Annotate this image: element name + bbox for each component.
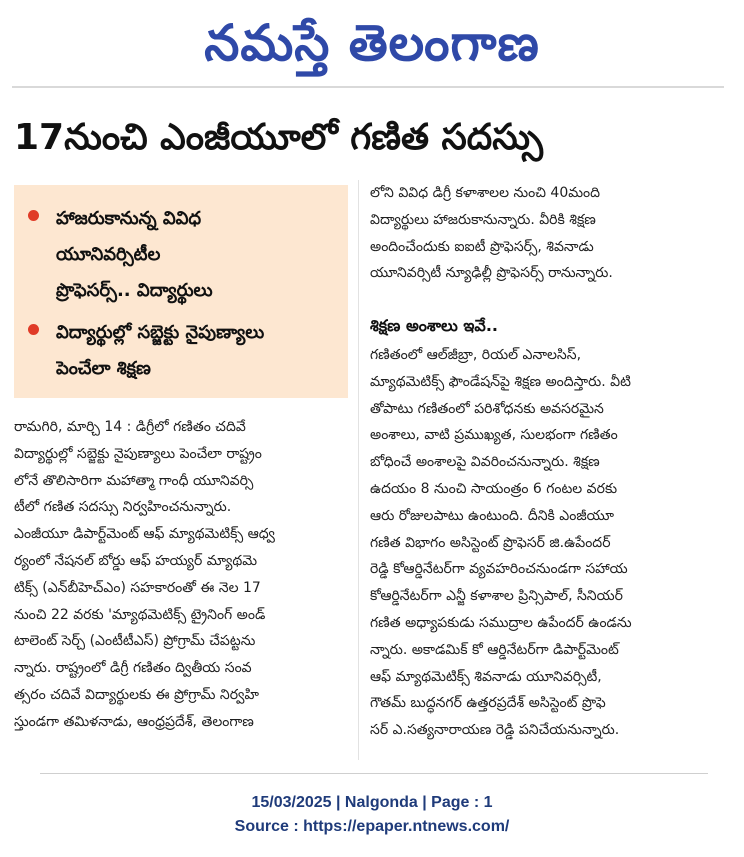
body-line: ర్యంలో నేషనల్ బోర్డు ఆఫ్ హయ్యర్ మ్యాథమె <box>14 552 258 569</box>
body-line: బోధించే అంశాలపై వివరించనున్నారు. శిక్షణ <box>370 454 600 471</box>
body-line: టీలో గణిత సదస్సు నిర్వహించనున్నారు. <box>14 499 232 516</box>
body-line: గౌతమ్ బుద్ధనగర్ ఉత్తరప్రదేశ్ అసిస్టెంట్ ప్రొఫె <box>370 695 606 712</box>
body-line: కోఆర్డినేటర్‌గా ఎన్జీ కళాశాల ప్రిన్సిపాల్, సీనియర్ <box>370 588 623 605</box>
highlight-line: విద్యార్థుల్లో సబ్జెక్టు నైపుణ్యాలు <box>56 322 265 343</box>
article-body-right-column-top <box>370 180 716 287</box>
bullet-icon <box>28 324 39 335</box>
body-line: ఉదయం 8 నుంచి సాయంత్రం 6 గంటల వరకు <box>370 480 618 497</box>
article-body-right-column-bottom <box>370 342 716 744</box>
footer-source-link[interactable]: Source : https://epaper.ntnews.com/ <box>234 818 510 835</box>
body-line: న్నారు. అకాడమిక్ కో ఆర్డినేటర్‌గా డిపార్ట్‌మెంట్ <box>370 641 619 658</box>
body-line: తోపాటు గణితంలో పరిశోధనకు అవసరమైన <box>370 400 604 417</box>
body-line: ఆఫ్ మ్యాథమెటిక్స్ శివనాడు యూనివర్సిటీ, <box>370 668 602 685</box>
body-line: గణిత అధ్యాపకుడు సముద్రాల ఉపేందర్ ఉండను <box>370 614 632 631</box>
footer-date-edition: 15/03/2025 | Nalgonda | Page : 1 <box>251 794 493 811</box>
body-line: అందించేందుకు ఐఐటీ ప్రొఫెసర్స్, శివనాడు <box>370 238 594 255</box>
body-line: గణితంలో ఆల్‌జీబ్రా, రియల్ ఎనాలసిస్, <box>370 347 582 363</box>
body-line: యూనివర్సిటీ న్యూఢిల్లీ ప్రొఫెసర్స్ రానున్నారు. <box>370 265 613 282</box>
body-line: అంశాలు, వాటి ప్రముఖ్యత, సులభంగా గణితం <box>370 427 618 444</box>
article-headline: 17నుంచి ఎంజీయూలో గణిత సదస్సు <box>14 117 543 158</box>
body-line: నుంచి 22 వరకు 'మ్యాథమెటిక్స్ ట్రైనింగ్ అండ్ <box>14 606 266 623</box>
highlight-line: పెంచేలా శిక్షణ <box>56 358 151 379</box>
body-line: ఎంజీయూ డిపార్ట్‌మెంట్ ఆఫ్ మ్యాథమెటిక్స్ ఆధ్వ <box>14 526 275 543</box>
body-line: మ్యాథమెటిక్స్ ఫౌండేషన్‌పై శిక్షణ అందిస్తారు. వీటి <box>370 373 631 390</box>
column-divider <box>358 180 359 760</box>
body-line: విద్యార్థులు హాజరుకానున్నారు. వీరికి శిక్షణ <box>370 211 596 228</box>
bullet-icon <box>28 210 39 221</box>
body-line: రామగిరి, మార్చి 14 : డిగ్రీలో గణితం చదివే <box>14 419 246 435</box>
body-line: టాలెంట్ సెర్చ్ (ఎంటీటీఎస్) ప్రోగ్రామ్ చేపట్టను <box>14 633 256 650</box>
body-line: లోని వివిధ డిగ్రీ కళాశాలల నుంచి 40మంది <box>370 185 601 201</box>
article-body-left-column <box>14 414 350 736</box>
footer-divider <box>40 773 708 774</box>
newspaper-masthead: నమస్తే తెలంగాణ <box>204 14 540 72</box>
body-line: సర్ ఎ.సత్యనారాయణ రెడ్డి పనిచేయనున్నారు. <box>370 722 620 739</box>
body-line: ఆరు రోజులపాటు ఉంటుంది. దీనికి ఎంజీయూ <box>370 507 614 524</box>
masthead-divider <box>12 86 724 88</box>
highlights-box <box>14 185 348 398</box>
highlight-line: యూనివర్సిటీల <box>56 244 161 265</box>
body-line: త్సరం చదివే విద్యార్థులకు ఈ ప్రోగ్రామ్ నిర్వహి <box>14 686 259 703</box>
body-line: గణిత విభాగం అసిస్టెంట్ ప్రొఫెసర్ జి.ఉపేందర్ <box>370 534 611 551</box>
body-line: లోనే తొలిసారిగా మహాత్మా గాంధీ యూనివర్సి <box>14 472 254 489</box>
body-line: న్నారు. రాష్ట్రంలో డిగ్రీ గణితం ద్వితీయ సంవ <box>14 660 252 677</box>
section-subheading: శిక్షణ అంశాలు ఇవే.. <box>370 316 498 335</box>
body-line: విద్యార్థుల్లో సబ్జెక్టు నైపుణ్యాలు పెంచేలా రాష్ట్రం <box>14 445 262 462</box>
body-line: టిక్స్ (ఎన్‌బీహెచ్‌ఎం) సహకారంతో ఈ నెల 17 <box>14 579 261 596</box>
highlight-line: హాజరుకానున్న వివిధ <box>56 208 202 229</box>
highlight-line: ప్రొఫెసర్స్.. విద్యార్థులు <box>56 280 213 301</box>
body-line: రెడ్డి కోఆర్డినేటర్‌గా వ్యవహరించనుండగా సహాయ <box>370 561 628 578</box>
body-line: స్తుండగా తమిళనాడు, ఆంధ్రప్రదేశ్, తెలంగాణ <box>14 713 254 730</box>
